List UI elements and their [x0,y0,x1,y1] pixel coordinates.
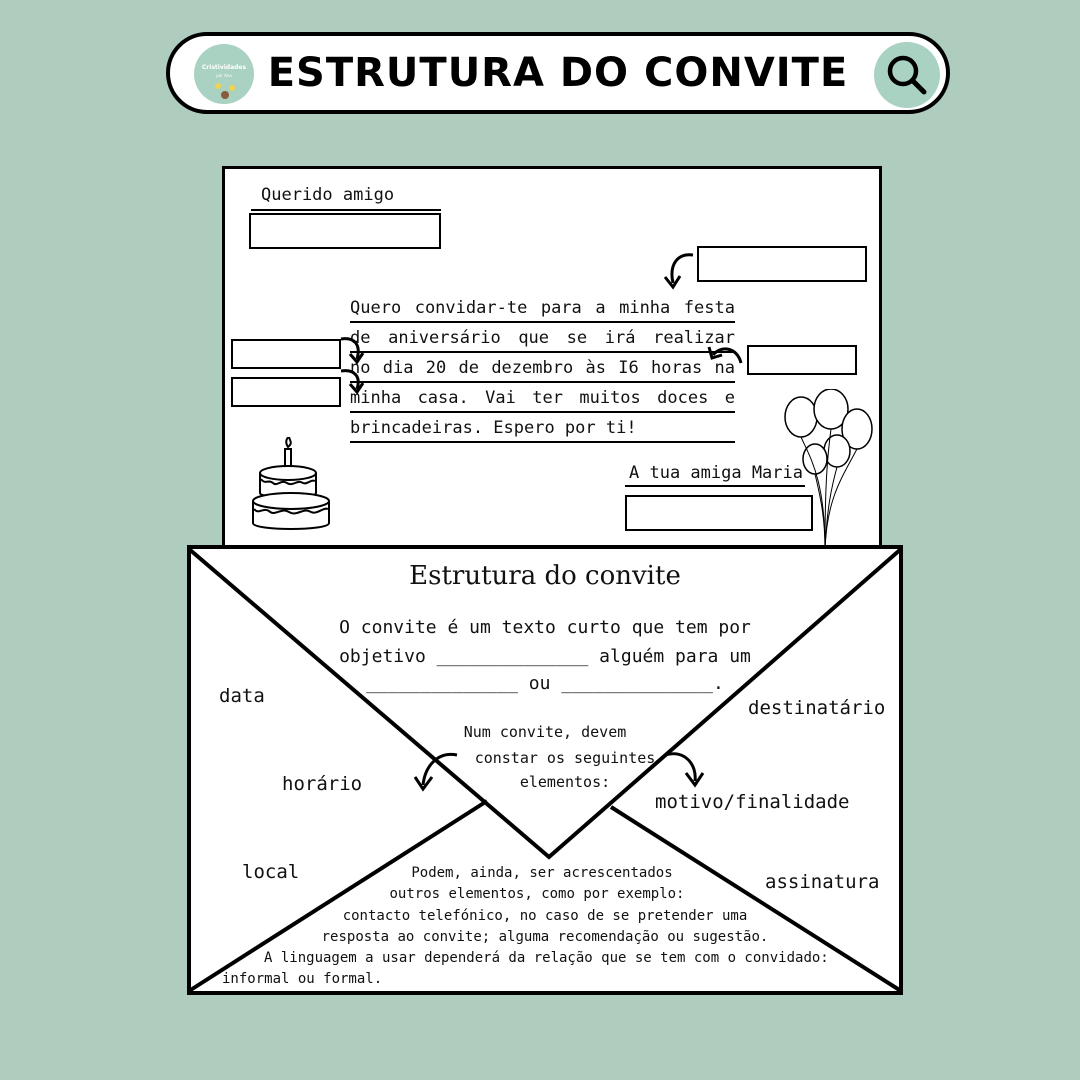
balloons-icon [781,389,875,549]
label-destinatario: destinatário [748,697,886,719]
letter-body-line: no dia 20 de dezembro às I6 horas na [350,353,735,383]
letter-body-line: Quero convidar-te para a minha festa [350,293,735,323]
search-icon [885,53,929,97]
extra-line: resposta ao convite; alguma recomendação ou sugestão. [321,929,769,945]
extra-line: informal ou formal. [222,971,383,987]
label-horario: horário [282,773,363,795]
label-local: local [242,861,300,883]
envelope-heading: Estrutura do convite [409,561,681,591]
elements-intro-line: constar os seguintes [474,749,656,767]
label-data: data [219,685,265,707]
logo-subtext: por Ana [216,73,232,78]
curved-arrow-icon [337,335,367,367]
search-button[interactable] [874,42,940,108]
label-assinatura: assinatura [765,871,880,893]
logo-text: Cristividades [201,64,247,71]
page-title: ESTRUTURA DO CONVITE [267,50,849,96]
extra-line: contacto telefónico, no caso de se pretender uma [342,908,748,924]
extra-line: outros elementos, como por exemplo: [389,886,685,902]
date-answer-box[interactable] [231,339,341,369]
elements-intro-line: Num convite, devem [463,723,627,741]
letter-body [350,293,735,443]
signature-underline [625,485,805,487]
letter-body-line: minha casa. Vai ter muitos doces e [350,383,735,413]
curved-arrow-icon [337,367,367,397]
letter-greeting: Querido amigo [261,185,395,205]
place-answer-box[interactable] [231,377,341,407]
definition-line: objetivo ______________ alguém para um [339,646,751,667]
cake-icon [251,437,337,537]
time-answer-box[interactable] [747,345,857,375]
curved-arrow-icon [661,251,697,291]
recipient-answer-box[interactable] [249,213,441,249]
extra-line: Podem, ainda, ser acrescentados [411,865,673,881]
label-motivo: motivo/finalidade [655,791,850,813]
extra-line: A linguagem a usar dependerá da relação que se tem com o convidado: [264,950,829,966]
envelope-outline [187,545,903,995]
definition-line: O convite é um texto curto que tem por [339,617,751,638]
letter-body-line: de aniversário que se irá realizar [350,323,735,353]
title-search-bar [166,32,950,114]
letter-body-line: brincadeiras. Espero por ti! [350,413,735,443]
curved-arrow-icon [707,341,745,371]
greeting-underline [251,209,441,211]
invitation-letter [222,166,882,554]
elements-intro-line: elementos: [519,773,611,791]
letter-signature: A tua amiga Maria [629,463,803,483]
envelope [187,545,903,995]
definition-line: ______________ ou ______________. [366,673,724,694]
occasion-answer-box[interactable] [697,246,867,282]
